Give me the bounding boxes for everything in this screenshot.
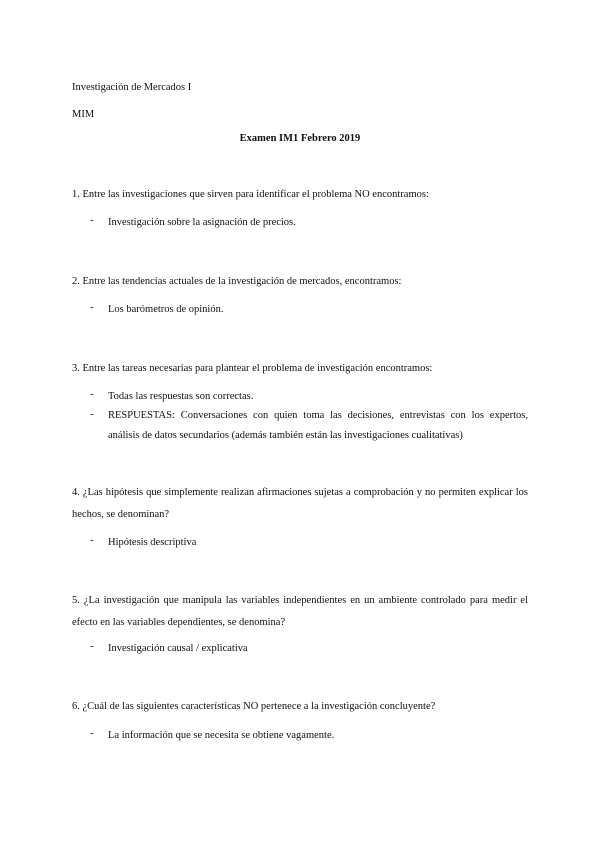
answer-1: Investigación sobre la asignación de precios. [108,217,296,228]
answer-5: Investigación causal / explicativa [108,643,248,654]
bullet: - [90,389,94,400]
answer-2: Los barómetros de opinión. [108,304,224,315]
answer-6: La información que se necesita se obtiene vagamente. [108,730,335,741]
course-name: Investigación de Mercados I [72,82,192,93]
question-1: 1. Entre las investigaciones que sirven para identificar el problema NO encontramos: [72,189,429,200]
question-4: 4. ¿Las hipótesis que simplemente realizan afirmaciones sujetas a comprobación y no permiten explicar los hechos, se denominan? [72,487,528,520]
bullet: - [90,641,94,652]
program-name: MIM [72,109,95,120]
bullet: - [90,409,94,420]
answer-4: Hipótesis descriptiva [108,537,197,548]
bullet: - [90,535,94,546]
bullet: - [90,215,94,226]
question-3: 3. Entre las tareas necesarias para plantear el problema de investigación encontramos: [72,363,433,374]
question-6: 6. ¿Cuál de las siguientes características NO pertenece a la investigación concluyente? [72,701,436,712]
question-5: 5. ¿La investigación que manipula las variables independientes en un ambiente controlado para medir el efecto en las variables dependientes, se denomina? [72,595,528,628]
answer-3b: RESPUESTAS: Conversaciones con quien toma las decisiones, entrevistas con los expertos, análisis de datos secundarios (además también están las investigaciones cualitativas) [108,410,528,441]
exam-title: Examen IM1 Febrero 2019 [239,133,361,144]
bullet: - [90,302,94,313]
answer-3a: Todas las respuestas son correctas. [108,391,254,402]
bullet: - [90,728,94,739]
question-2: 2. Entre las tendencias actuales de la investigación de mercados, encontramos: [72,276,402,287]
